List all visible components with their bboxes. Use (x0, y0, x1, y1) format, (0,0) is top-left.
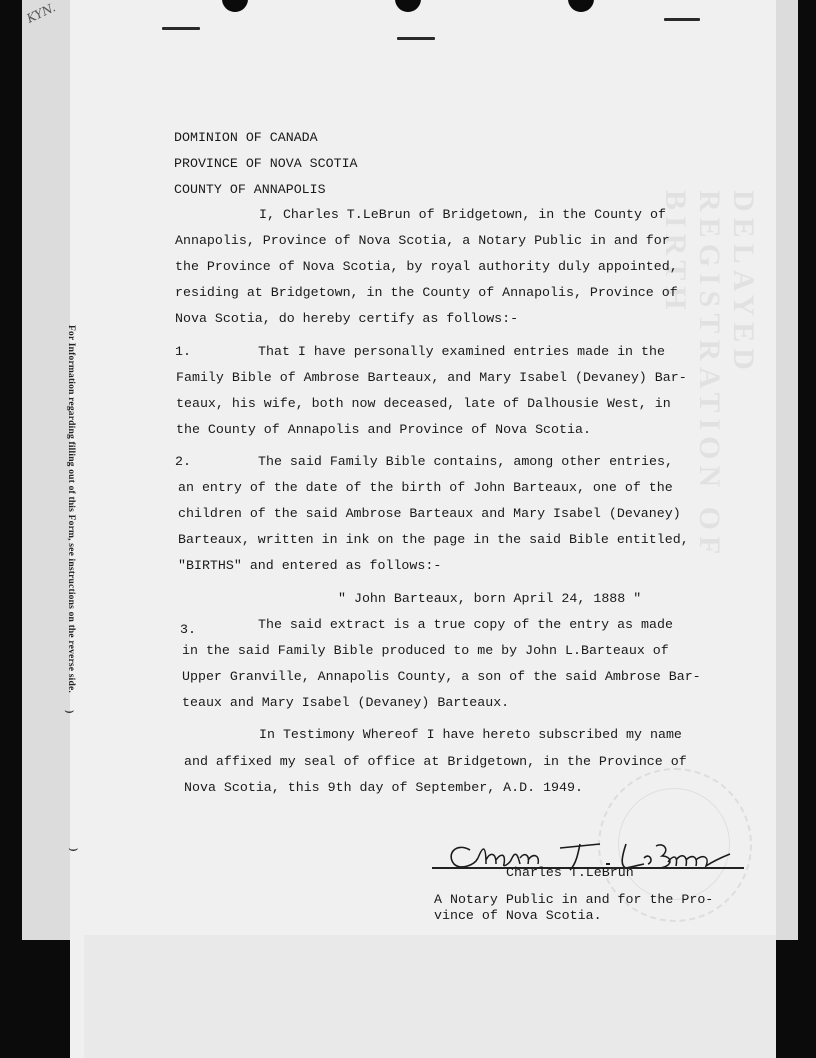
paragraph-line: Upper Granville, Annapolis County, a son of the said Ambrose Bar- (182, 669, 701, 684)
heading-line: COUNTY OF ANNAPOLIS (174, 182, 326, 197)
paragraph-line: The said Family Bible contains, among other entries, (258, 454, 673, 469)
side-instruction-note: For Information regarding filling out of this Form, see instructions on the reverse side. (66, 325, 76, 693)
paragraph-line: Barteaux, written in ink on the page in the said Bible entitled, (178, 532, 689, 547)
paragraph-line: Nova Scotia, do hereby certify as follows:- (175, 311, 519, 326)
paragraph-line: children of the said Ambrose Barteaux and Mary Isabel (Devaney) (178, 506, 681, 521)
paragraph-line: Nova Scotia, this 9th day of September, A.D. 1949. (184, 780, 583, 795)
paragraph-line: That I have personally examined entries made in the (258, 344, 665, 359)
paragraph-line: I, Charles T.LeBrun of Bridgetown, in the County of (259, 207, 666, 222)
signatory-name: Charles T.LeBrun (506, 865, 634, 880)
margin-mark-icon: ⌣ (68, 838, 79, 857)
paragraph-line: In Testimony Whereof I have hereto subscribed my name (259, 727, 682, 742)
paragraph-line: the County of Annapolis and Province of Nova Scotia. (176, 422, 591, 437)
heading-line: DOMINION OF CANADA (174, 130, 318, 145)
paragraph-line: residing at Bridgetown, in the County of Annapolis, Province of (175, 285, 678, 300)
paragraph-line: and affixed my seal of office at Bridgetown, in the Province of (184, 754, 687, 769)
pencil-annotation: KYN. (24, 0, 58, 26)
item-number: 1. (175, 344, 191, 359)
paragraph-line: in the said Family Bible produced to me by John L.Barteaux of (182, 643, 669, 658)
paragraph-line: The said extract is a true copy of the entry as made (258, 617, 673, 632)
paragraph-line: an entry of the date of the birth of John Barteaux, one of the (178, 480, 673, 495)
item-number: 3. (180, 622, 196, 637)
notary-title-line: vince of Nova Scotia. (434, 908, 602, 923)
notary-title-line: A Notary Public in and for the Pro- (434, 892, 714, 907)
paragraph-line: Family Bible of Ambrose Barteaux, and Mary Isabel (Devaney) Bar- (176, 370, 687, 385)
paragraph-line: the Province of Nova Scotia, by royal authority duly appointed, (175, 259, 678, 274)
heading-line: PROVINCE OF NOVA SCOTIA (174, 156, 358, 171)
paragraph-line: Annapolis, Province of Nova Scotia, a Notary Public in and for (175, 233, 670, 248)
bleed-through-text: DELAYED REGISTRATION OF BIRTH (659, 190, 760, 560)
margin-mark-icon: ⌣ (64, 700, 75, 719)
bible-entry: " John Barteaux, born April 24, 1888 " (338, 591, 642, 606)
paragraph-line: teaux, his wife, both now deceased, late of Dalhousie West, in (176, 396, 671, 411)
paragraph-line: teaux and Mary Isabel (Devaney) Barteaux. (182, 695, 510, 710)
item-number: 2. (175, 454, 191, 469)
paragraph-line: "BIRTHS" and entered as follows:- (178, 558, 442, 573)
